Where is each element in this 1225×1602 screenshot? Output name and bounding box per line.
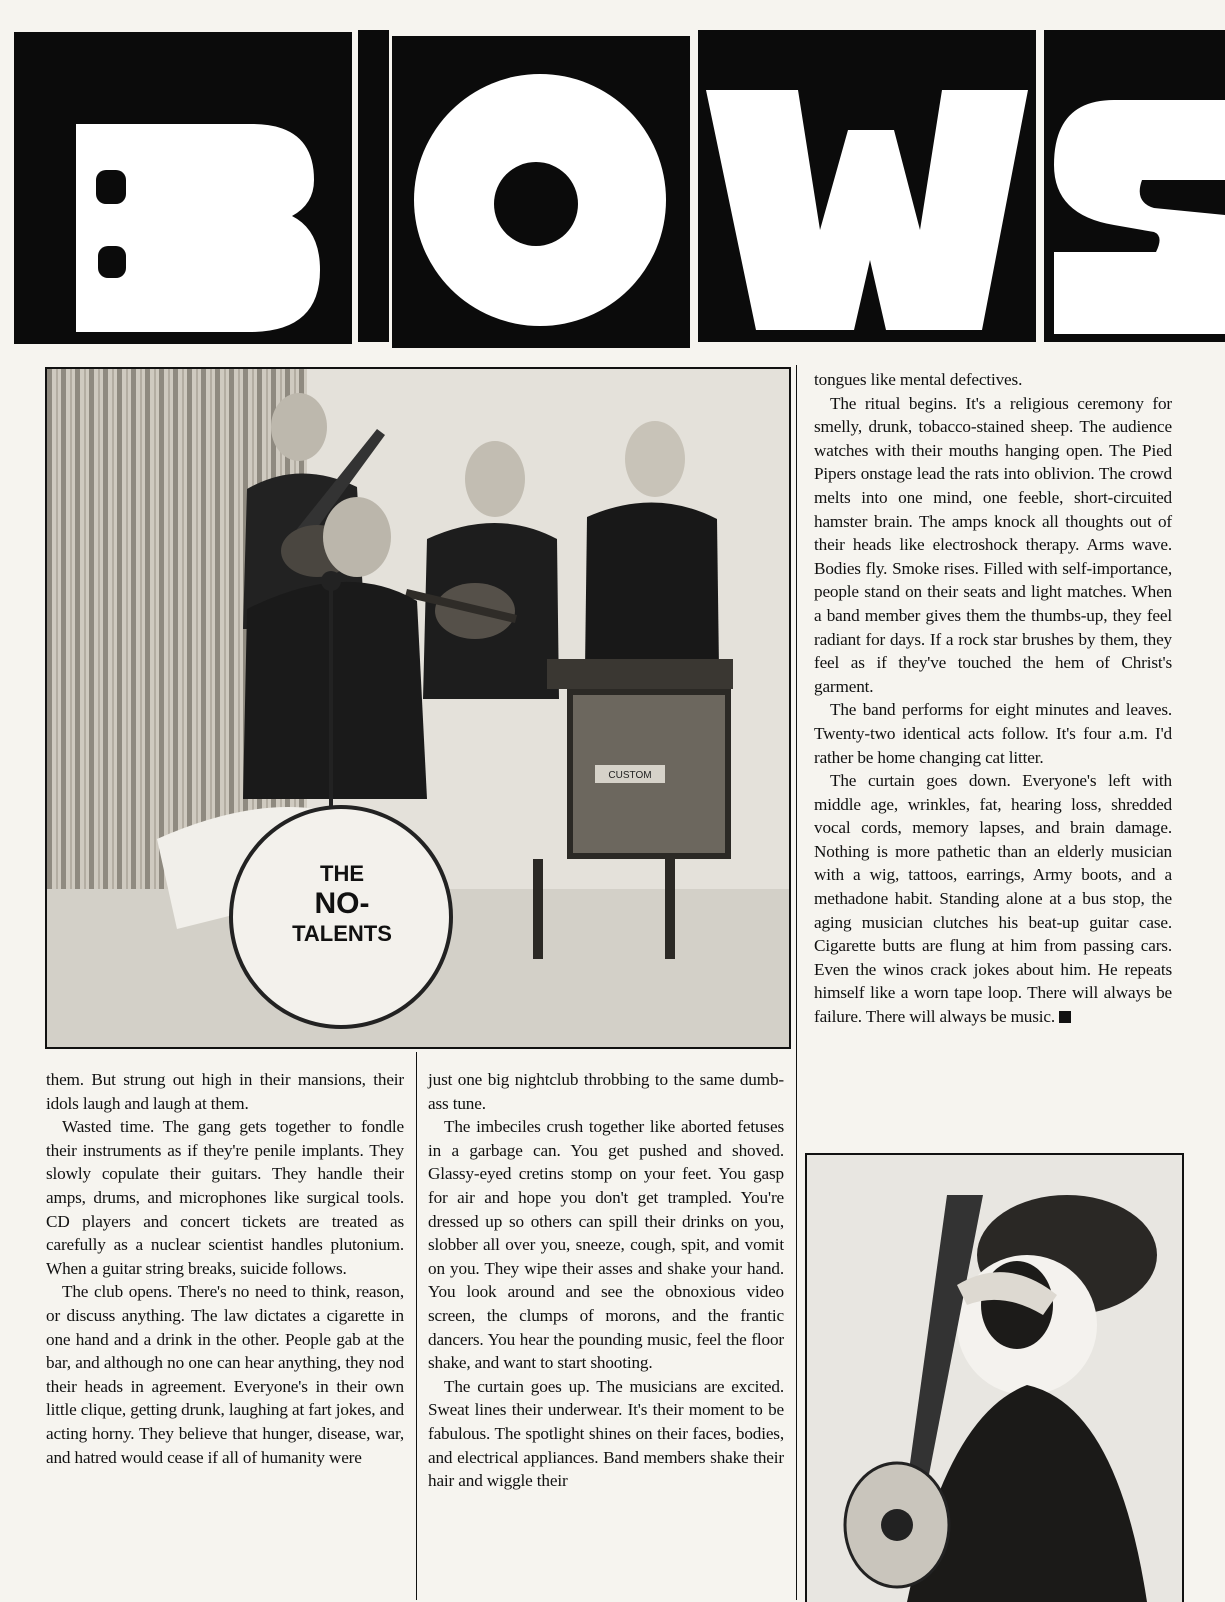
headline-letter-tile-l-main xyxy=(392,36,690,348)
paragraph-final xyxy=(814,769,1172,1029)
paragraph: tongues like mental defectives. xyxy=(814,370,1023,389)
headline-blows xyxy=(0,0,1225,360)
band-photo-illustration xyxy=(47,369,789,1047)
headline-letter-tile-s xyxy=(1044,30,1225,342)
paragraph: The club opens. There's no need to think, reason, or discuss anything. The law dictates a cigarette in one hand and a drink in the other. People gab at the bar, and although no one can hear anything, they nod their heads in agreement. Everyone's in their own little clique, getting drunk, laughing at fart jokes, and acting horny. They believe that hunger, disease, war, and hatred would cease if all of humanity were xyxy=(46,1282,404,1467)
paragraph: The ritual begins. It's a religious ceremony for smelly, drunk, tobacco-stained sheep. The audience watches with their mouths hanging open. The Pied Pipers onstage lead the rats into oblivion. The crowd melts into one mind, one feeble, short-circuited hamster brain. The amps knock all thoughts out of their heads like electroshock therapy. Arms wave. Bodies fly. Smoke rises. Filled with self-importance, people stand on their seats and light matches. When a band member gives them the thumbs-up, they feel radiant for days. If a rock star brushes by them, they feel as if they've touched the hem of Christ's garment. xyxy=(814,393,1172,696)
paragraph: The imbeciles crush together like aborted fetuses in a garbage can. You get pushed and shoved. Glassy-eyed cretins stomp on your feet. You gasp for air and hope you don't get trampled. You're dressed up so others can spill their drinks on you, slobber all over you, sneeze, cough, spit, and vomit on you. They wipe their asses and shake your hand. You look around and see the obnoxious video screen, the clumps of morons, and the frantic dancers. You hear the pounding music, feel the floor shake, and want to start shooting. xyxy=(428,1117,784,1373)
paragraph: The band performs for eight minutes and leaves. Twenty-two identical acts follow. It's four a.m. I'd rather be home changing cat litter. xyxy=(814,700,1172,767)
text-column-left xyxy=(46,1068,404,1469)
paragraph: just one big nightclub throbbing to the same dumb-ass tune. xyxy=(428,1070,784,1113)
paragraph: Wasted time. The gang gets together to fondle their instruments as if they're penile implants. They slowly copulate their guitars. They handle their amps, drums, and microphones like surgical tools. CD players and concert tickets are treated as carefully as a nuclear scientist handles plutonium. When a guitar string breaks, suicide follows. xyxy=(46,1117,404,1278)
text-column-right xyxy=(814,368,1172,1029)
headline-letter-tile-l xyxy=(358,30,389,342)
column-rule-1 xyxy=(416,1052,417,1600)
paragraph-final-text: The curtain goes down. Everyone's left with middle age, wrinkles, fat, hearing loss, shredded vocal cords, memory lapses, and brain damage. Nothing is more pathetic than an elderly musician with a wig, tattoos, earrings, Army boots, and a methadone habit. Standing alone at a bus stop, the aging musician clutches his beat-up guitar case. Cigarette butts are flung at him from passing cars. Even the winos crack jokes about him. He repeats himself like a worn tape loop. There will always be failure. There will always be music. xyxy=(814,771,1172,1027)
guitarist-photo xyxy=(805,1153,1184,1602)
drum-label-line-1: THE xyxy=(320,861,364,886)
paragraph: The curtain goes up. The musicians are excited. Sweat lines their underwear. It's their moment to be fabulous. The spotlight shines on their faces, bodies, and electrical appliances. Band members shake their hair and wiggle their xyxy=(428,1376,784,1491)
headline-letter-tile-b xyxy=(14,32,352,344)
drum-label-line-2: NO- xyxy=(314,887,370,920)
text-column-middle xyxy=(428,1068,784,1493)
drum-label-line-3: TALENTS xyxy=(292,921,392,946)
amp-badge: CUSTOM xyxy=(608,770,652,781)
guitarist-illustration xyxy=(807,1155,1182,1602)
end-mark-icon xyxy=(1059,1011,1071,1023)
band-photo xyxy=(45,367,791,1049)
column-rule-2 xyxy=(796,365,797,1600)
paragraph: them. But strung out high in their mansions, their idols laugh and laugh at them. xyxy=(46,1070,404,1113)
headline-letter-tile-w xyxy=(698,30,1036,342)
